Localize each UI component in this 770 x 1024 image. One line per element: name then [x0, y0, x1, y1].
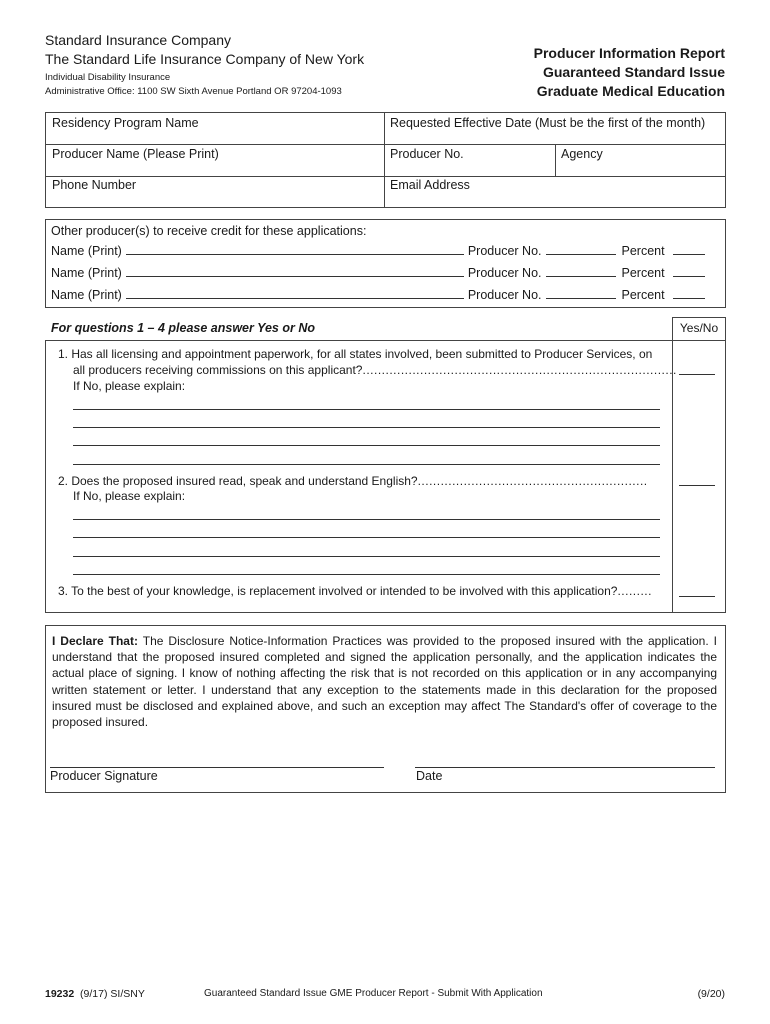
phone-number-field[interactable]: Phone Number: [52, 178, 137, 192]
report-title-2: Guaranteed Standard Issue: [542, 64, 725, 80]
producer-signature-line[interactable]: [50, 767, 384, 768]
name-input[interactable]: [126, 244, 464, 255]
question-1-explain-line[interactable]: [73, 409, 660, 410]
form-revision: (9/17) SI/SNY: [80, 988, 145, 1000]
question-2-explain-label: If No, please explain:: [73, 489, 186, 503]
other-producer-row: [51, 266, 709, 280]
effective-date-field[interactable]: Requested Effective Date (Must be the first of the month): [390, 116, 706, 130]
division-name: Individual Disability Insurance: [45, 72, 171, 83]
producer-signature-label: Producer Signature: [50, 769, 158, 783]
form-number: 19232: [45, 988, 75, 1000]
name-label: Name (Print): [51, 244, 122, 258]
report-title-3: Graduate Medical Education: [536, 83, 725, 99]
producer-no-label: Producer No.: [467, 244, 542, 258]
producer-no-label: Producer No.: [467, 266, 542, 280]
percent-input[interactable]: [673, 266, 705, 277]
yes-no-header: Yes/No: [679, 321, 719, 335]
leader-dots: .........: [617, 584, 652, 598]
other-producer-row: [51, 244, 709, 258]
answer-column-divider: [672, 340, 673, 613]
name-input[interactable]: [126, 266, 464, 277]
question-1-text: all producers receiving commissions on this applicant?: [73, 363, 363, 377]
office-address: Administrative Office: 1100 SW Sixth Avenue Portland OR 97204-1093: [45, 86, 342, 97]
declaration-text: [52, 633, 717, 730]
producer-no-input[interactable]: [546, 266, 616, 277]
email-address-field[interactable]: Email Address: [390, 178, 470, 192]
leader-dots: ............................................................: [417, 474, 648, 488]
percent-label: Percent: [621, 288, 665, 302]
question-3-line-1: [58, 584, 652, 598]
producer-no-input[interactable]: [546, 244, 616, 255]
question-1-explain-line[interactable]: [73, 445, 660, 446]
table-divider: [555, 144, 556, 176]
declaration-lead: I Declare That:: [52, 634, 138, 648]
question-1-explain-line[interactable]: [73, 427, 660, 428]
name-input[interactable]: [126, 288, 464, 299]
question-2-explain-line[interactable]: [73, 537, 660, 538]
percent-input[interactable]: [673, 288, 705, 299]
producer-no-label: Producer No.: [467, 288, 542, 302]
table-divider: [384, 112, 385, 208]
question-2-explain-line[interactable]: [73, 519, 660, 520]
producer-no-input[interactable]: [546, 288, 616, 299]
question-2-answer[interactable]: [679, 485, 715, 486]
question-1-explain-label: If No, please explain:: [73, 379, 186, 393]
producer-number-field[interactable]: Producer No.: [390, 147, 464, 161]
percent-label: Percent: [621, 244, 665, 258]
other-producers-heading: Other producer(s) to receive credit for these applications:: [51, 224, 367, 238]
date-label: Date: [416, 769, 443, 783]
percent-input[interactable]: [673, 244, 705, 255]
question-2-explain-line[interactable]: [73, 556, 660, 557]
question-2-text: 2. Does the proposed insured read, speak and understand English?: [58, 474, 418, 488]
table-divider: [45, 144, 726, 145]
question-2-explain-line[interactable]: [73, 574, 660, 575]
report-title-1: Producer Information Report: [533, 45, 725, 61]
declaration-body: The Disclosure Notice-Information Practices was provided to the proposed insured with the application. I understand that the proposed insured completed and signed the application personally, and the application indicates the actual place of signing. I know of nothing affecting the risk that is not recorded on this application or in any accompanying written statement or letter. I understand that any exception to the statements made in this declaration for the proposed insured must be disclosed and explained above, and such an exception may affect The Standard's offer of coverage to the proposed insured.: [52, 634, 717, 730]
producer-name-field[interactable]: Producer Name (Please Print): [52, 147, 219, 161]
leader-dots: ..................................................................................: [362, 363, 677, 377]
question-2-line-1: [58, 474, 648, 488]
question-1-line-1: 1. Has all licensing and appointment paperwork, for all states involved, been submitted to Producer Services, on: [58, 347, 653, 361]
company-name-2: The Standard Life Insurance Company of New York: [45, 51, 365, 67]
percent-label: Percent: [621, 266, 665, 280]
question-1-answer[interactable]: [679, 374, 715, 375]
table-divider: [45, 176, 726, 177]
footer-date: (9/20): [697, 988, 725, 1000]
name-label: Name (Print): [51, 266, 122, 280]
footer-form-id: [45, 988, 145, 1000]
residency-program-field[interactable]: Residency Program Name: [52, 116, 199, 130]
question-3-answer[interactable]: [679, 596, 715, 597]
name-label: Name (Print): [51, 288, 122, 302]
question-1-line-2: [73, 363, 677, 377]
question-1-explain-line[interactable]: [73, 464, 660, 465]
other-producer-row: [51, 288, 709, 302]
questions-heading: For questions 1 – 4 please answer Yes or No: [51, 321, 315, 335]
agency-field[interactable]: Agency: [561, 147, 603, 161]
company-name-1: Standard Insurance Company: [45, 32, 231, 48]
question-3-text: 3. To the best of your knowledge, is replacement involved or intended to be involved with this application?: [58, 584, 618, 598]
date-line[interactable]: [415, 767, 715, 768]
footer-description: Guaranteed Standard Issue GME Producer Report - Submit With Application: [204, 988, 543, 999]
